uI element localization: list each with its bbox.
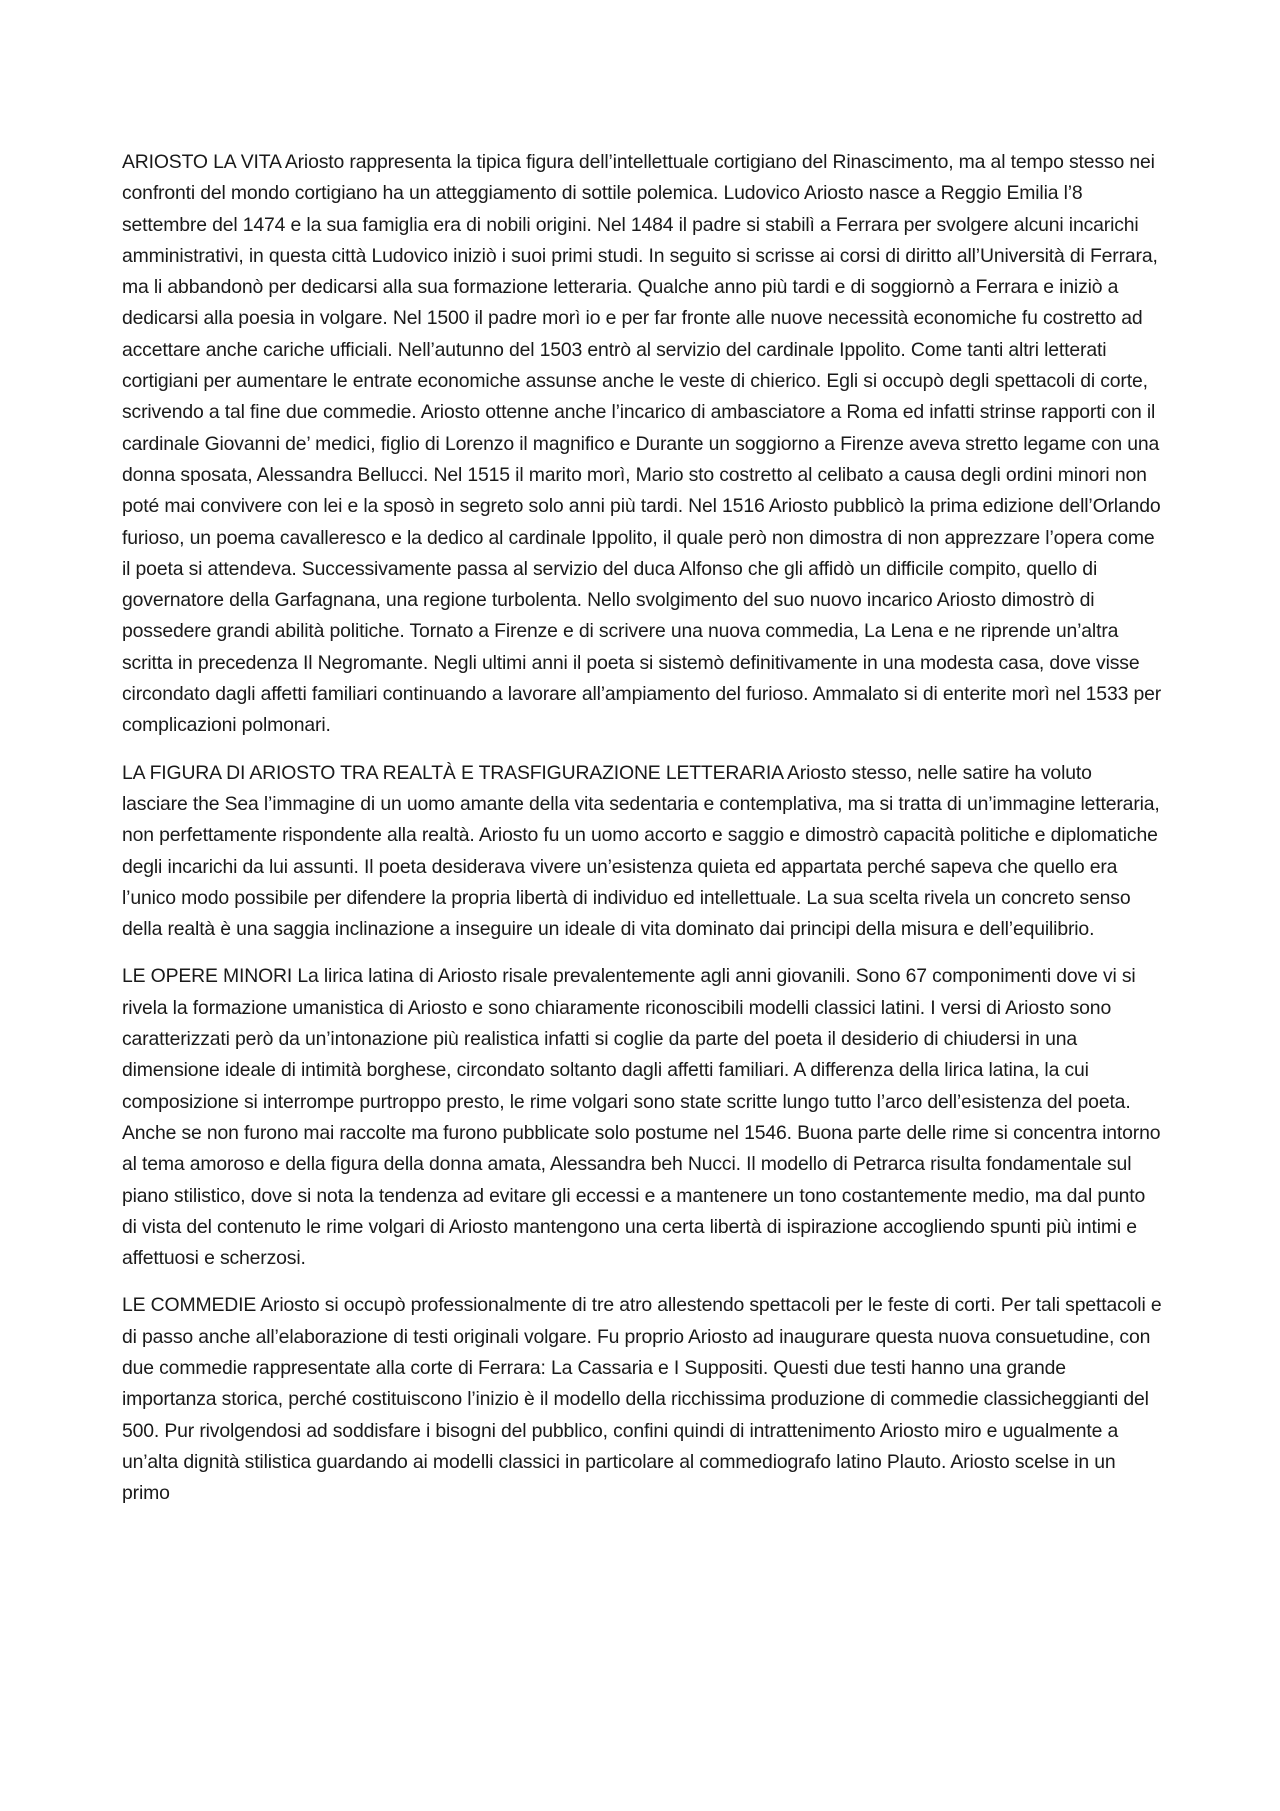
paragraph-figura-di-ariosto: LA FIGURA DI ARIOSTO TRA REALTÀ E TRASFIGURAZIONE LETTERARIA Ariosto stesso, nelle satire ha voluto lasciare the Sea l’immagine di un uomo amante della vita sedentaria e contemplativa, ma si tratta di un’immagine letteraria, non perfettamente rispondente alla realtà. Ariosto fu un uomo accorto e saggio e dimostrò capacità politiche e diplomatiche degli incarichi da lui assunti. Il poeta desiderava vivere un’esistenza quieta ed appartata perché sapeva che quello era l’unico modo possibile per difendere la propria libertà di individuo ed intellettuale. La sua scelta rivela un concreto senso della realtà è una saggia inclinazione a inseguire un ideale di vita dominato dai principi della misura e dell’equilibrio. <box>122 761 1160 941</box>
paragraph-commedie: LE COMMEDIE Ariosto si occupò professionalmente di tre atro allestendo spettacoli per le feste di corti. Per tali spettacoli e di passo anche all’elaborazione di testi originali volgare. Fu proprio Ariosto ad inaugurare questa nuova consuetudine, con due commedie rappresentate alla corte di Ferrara: La Cassaria e I Suppositi. Questi due testi hanno una grande importanza storica, perché costituiscono l’inizio è il modello della ricchissima produzione di commedie classicheggianti del 500. Pur rivolgendosi ad soddisfare i bisogni del pubblico, confini quindi di intrattenimento Ariosto miro e ugualmente a un’alta dignità stilistica guardando ai modelli classici in particolare al commediografo latino Plauto. Ariosto scelse in un primo <box>122 1294 1162 1505</box>
paragraph-opere-minori: LE OPERE MINORI La lirica latina di Ariosto risale prevalentemente agli anni giovanili. Sono 67 componimenti dove vi si rivela la formazione umanistica di Ariosto e sono chiaramente riconoscibili modelli classici latini. I versi di Ariosto sono caratterizzati però da un’intonazione più realistica infatti si coglie da parte del poeta il desiderio di chiudersi in una dimensione ideale di intimità borghese, circondato soltanto dagli affetti familiari. A differenza della lirica latina, la cui composizione si interrompe purtroppo presto, le rime volgari sono state scritte lungo tutto l’arco dell’esistenza del poeta. Anche se non furono mai raccolte ma furono pubblicate solo postume nel 1546. Buona parte delle rime si concentra intorno al tema amoroso e della figura della donna amata, Alessandra beh Nucci. Il modello di Petrarca risulta fondamentale sul piano stilistico, dove si nota la tendenza ad evitare gli eccessi e a mantenere un tono costantemente medio, ma dal punto di vista del contenuto le rime volgari di Ariosto mantengono una certa libertà di ispirazione accogliendo spunti più intimi e affettuosi e scherzosi. <box>122 965 1161 1270</box>
document-body <box>122 147 1162 1525</box>
paragraph-la-vita: ARIOSTO LA VITA Ariosto rappresenta la tipica figura dell’intellettuale cortigiano del Rinascimento, ma al tempo stesso nei confronti del mondo cortigiano ha un atteggiamento di sottile polemica. Ludovico Ariosto nasce a Reggio Emilia l’8 settembre del 1474 e la sua famiglia era di nobili origini. Nel 1484 il padre si stabilì a Ferrara per svolgere alcuni incarichi amministrativi, in questa città Ludovico iniziò i suoi primi studi. In seguito si scrisse ai corsi di diritto all’Università di Ferrara, ma li abbandonò per dedicarsi alla sua formazione letteraria. Qualche anno più tardi e di soggiornò a Ferrara e iniziò a dedicarsi alla poesia in volgare. Nel 1500 il padre morì io e per far fronte alle nuove necessità economiche fu costretto ad accettare anche cariche ufficiali. Nell’autunno del 1503 entrò al servizio del cardinale Ippolito. Come tanti altri letterati cortigiani per aumentare le entrate economiche assunse anche le veste di chierico. Egli si occupò degli spettacoli di corte, scrivendo a tal fine due commedie. Ariosto ottenne anche l’incarico di ambasciatore a Roma ed infatti strinse rapporti con il cardinale Giovanni de’ medici, figlio di Lorenzo il magnifico e Durante un soggiorno a Firenze aveva stretto legame con una donna sposata, Alessandra Bellucci. Nel 1515 il marito morì, Mario sto costretto al celibato a causa degli ordini minori non poté mai convivere con lei e la sposò in segreto solo anni più tardi. Nel 1516 Ariosto pubblicò la prima edizione dell’Orlando furioso, un poema cavalleresco e la dedico al cardinale Ippolito, il quale però non dimostra di non apprezzare l’opera come il poeta si attendeva. Successivamente passa al servizio del duca Alfonso che gli affidò un difficile compito, quello di governatore della Garfagnana, una regione turbolenta. Nello svolgimento del suo nuovo incarico Ariosto dimostrò di possedere grandi abilità politiche. Tornato a Firenze e di scrivere una nuova commedia, La Lena e ne riprende un’altra scritta in precedenza Il Negromante. Negli ultimi anni il poeta si sistemò definitivamente in una modesta casa, dove visse circondato dagli affetti familiari continuando a lavorare all’ampiamento del furioso. Ammalato si di enterite morì nel 1533 per complicazioni polmonari. <box>122 151 1162 737</box>
